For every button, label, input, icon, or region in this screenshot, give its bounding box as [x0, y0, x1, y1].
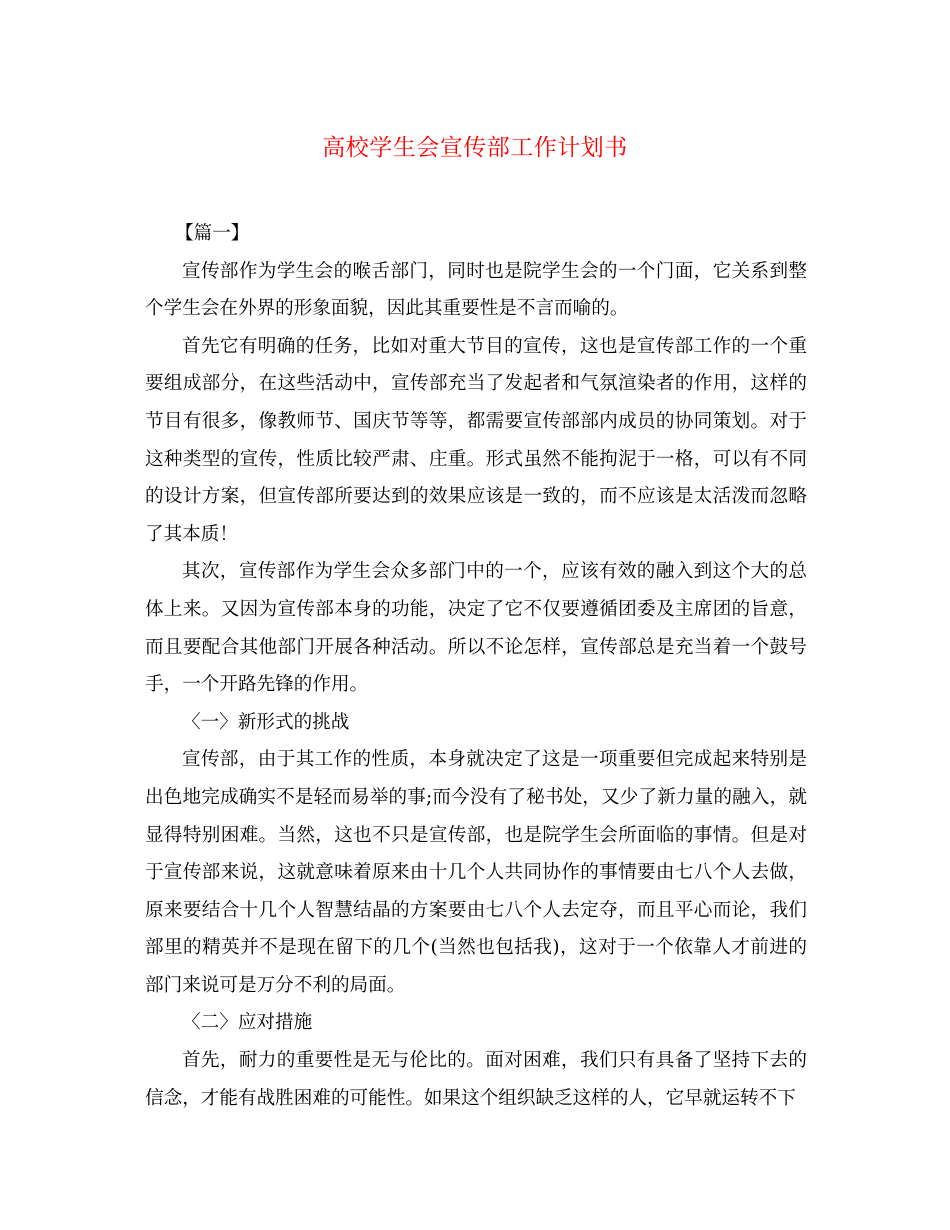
document-body — [145, 215, 807, 1117]
paragraph: 首先，耐力的重要性是无与伦比的。面对困难，我们只有具备了坚持下去的信念，才能有战胜困难的可能性。如果这个组织缺乏这样的人，它早就运转不下 — [145, 1050, 807, 1109]
paragraph: 首先它有明确的任务，比如对重大节目的宣传，这也是宣传部工作的一个重要组成部分，在这些活动中，宣传部充当了发起者和气氛渲染者的作用，这样的节目有很多，像教师节、国庆节等等，都需要宣传部部内成员的协同策划。对于这种类型的宣传，性质比较严肃、庄重。形式虽然不能拘泥于一格，可以有不同的设计方案，但宣传部所要达到的效果应该是一致的，而不应该是太活泼而忽略了其本质！ — [145, 335, 807, 545]
paragraph: 宣传部作为学生会的喉舌部门，同时也是院学生会的一个门面，它关系到整个学生会在外界的形象面貌，因此其重要性是不言而喻的。 — [145, 260, 807, 320]
document-title: 高校学生会宣传部工作计划书 — [322, 135, 628, 161]
section-heading: 【篇一】 — [175, 223, 250, 244]
paragraph: 其次，宣传部作为学生会众多部门中的一个，应该有效的融入到这个大的总体上来。又因为宣传部本身的功能，决定了它不仅要遵循团委及主席团的旨意，而且要配合其他部门开展各种活动。所以不论怎样，宣传部总是充当着一个鼓号手，一个开路先锋的作用。 — [145, 561, 807, 696]
subheading-new-challenges: 〈一〉新形式的挑战 — [182, 711, 350, 733]
subheading-countermeasures: 〈二〉应对措施 — [182, 1012, 313, 1034]
paragraph: 宣传部，由于其工作的性质，本身就决定了这是一项重要但完成起来特别是出色地完成确实不是轻而易举的事;而今没有了秘书处，又少了新力量的融入，就显得特别困难。当然，这也不只是宣传部，也是院学生会所面临的事情。但是对于宣传部来说，这就意味着原来由十几个人共同协作的事情要由七八个人去做，原来要结合十几个人智慧结晶的方案要由七八个人去定夺，而且平心而论，我们部里的精英并不是现在留下的几个(当然也包括我)，这对于一个依靠人才前进的部门来说可是万分不利的局面。 — [145, 749, 807, 996]
